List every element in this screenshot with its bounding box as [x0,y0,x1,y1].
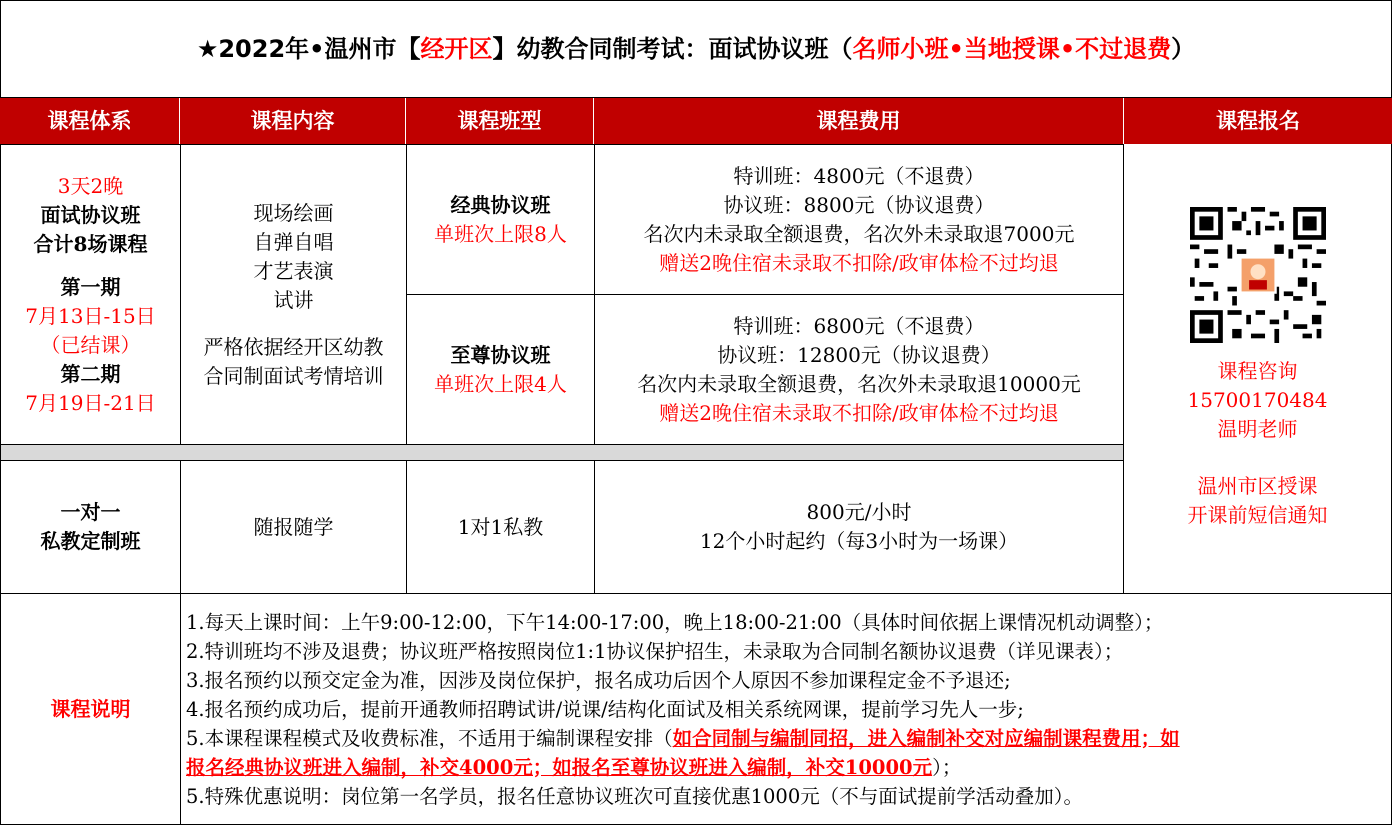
note-5-highlight-cont: 报名经典协议班进入编制，补交4000元；如报名至尊协议班进入编制，补交10000元 [186,755,933,779]
signup-notice: 开课前短信通知 [1187,503,1328,527]
content-note: 合同制面试考情培训 [203,363,384,388]
header-content: 课程内容 [180,98,406,144]
class-name: 至尊协议班 [450,342,551,367]
class-limit: 单班次上限4人 [434,371,567,396]
content-cell [180,144,407,445]
separator-row [0,445,1124,461]
period1-label: 第一期 [60,274,121,299]
fee-bonus: 赠送2晚住宿未录取不扣除/政审体检不过均退 [659,400,1059,425]
title-suffix: ） [1171,34,1196,63]
private-fee: 800元/小时 [806,500,912,524]
fee-line: 特训班：4800元（不退费） [733,163,985,188]
title-highlight: 名师小班•当地授课•不过退费 [852,34,1172,63]
content-item: 才艺表演 [253,258,334,283]
signup-location: 温州市区授课 [1197,474,1318,498]
period1-dates: 7月13日-15日 [25,303,156,328]
system-duration: 3天2晚 [57,173,124,198]
private-system-cell [0,460,181,594]
private-content: 随报随学 [253,514,334,539]
system-name: 面试协议班 [40,202,141,227]
qr-code-icon[interactable] [1190,207,1326,343]
class-limit: 单班次上限8人 [434,221,567,246]
fee-line: 名次内未录取全额退费，名次外未录取退10000元 [637,371,1081,396]
note-item: 1.每天上课时间：上午9:00-12:00，下午14:00-17:00，晚上18:00-21:00（具体时间依据上课情况机动调整）； [186,610,1164,634]
fee-line: 名次内未录取全额退费，名次外未录取退7000元 [643,221,1075,246]
header-class-type: 课程班型 [406,98,594,144]
fee-line: 协议班：12800元（协议退费） [717,342,1001,367]
period2-label: 第二期 [60,361,121,386]
note-item-5 [186,724,1180,753]
period2-dates: 7月19日-21日 [25,390,156,415]
class-classic-cell [406,144,595,295]
private-system-line: 私教定制班 [40,529,141,553]
period1-status: （已结课） [40,332,141,357]
fee-line: 协议班：8800元（协议退费） [723,192,995,217]
class-supreme-cell [406,294,595,445]
content-item: 现场绘画 [253,200,334,225]
fee-classic-cell [594,144,1124,295]
fee-line: 特训班：6800元（不退费） [733,313,985,338]
class-name: 经典协议班 [450,192,551,217]
note-5-highlight: 如合同制与编制同招，进入编制补交对应编制课程费用；如 [672,726,1180,750]
notes-label: 课程说明 [50,696,131,721]
note-5-suffix: ）； [932,755,962,779]
title-prefix: ★2022年•温州市【 [196,34,421,63]
signup-consult: 课程咨询 [1217,359,1298,383]
content-note: 严格依据经开区幼教 [203,334,384,359]
notes-cell [180,593,1392,825]
header-signup: 课程报名 [1124,98,1392,144]
private-fee: 12个小时起约（每3小时为一场课） [699,529,1019,553]
note-item: 5.特殊优惠说明：岗位第一名学员，报名任意协议班次可直接优惠1000元（不与面试提前学活动叠加）。 [186,784,1083,808]
header-fee: 课程费用 [594,98,1124,144]
note-item: 3.报名预约以预交定金为准，因涉及岗位保护，报名成功后因个人原因不参加课程定金不予退还; [186,668,1011,692]
header-system: 课程体系 [0,98,180,144]
note-item: 2.特训班均不涉及退费；协议班严格按照岗位1:1协议保护招生，未录取为合同制名额协议退费（详见课表）； [186,639,1124,663]
title-district: 经开区 [420,34,493,63]
fee-bonus: 赠送2晚住宿未录取不扣除/政审体检不过均退 [659,250,1059,275]
content-item: 试讲 [273,287,314,312]
signup-cell [1123,144,1392,594]
system-sessions: 合计8场课程 [33,231,148,256]
title-middle: 】幼教合同制考试：面试协议班（ [492,34,853,63]
private-system-line: 一对一 [60,500,121,524]
system-cell [0,144,181,445]
private-content-cell [180,460,407,594]
notes-label-cell [0,593,181,825]
note-item: 4.报名预约成功后，提前开通教师招聘试讲/说课/结构化面试及相关系统网课，提前学习先人一步; [186,697,1024,721]
page-title [0,0,1392,98]
private-fee-cell [594,460,1124,594]
private-type: 1对1私教 [457,514,544,539]
signup-teacher: 温明老师 [1217,417,1298,441]
fee-supreme-cell [594,294,1124,445]
content-item: 自弹自唱 [253,229,334,254]
note-5-prefix: 5.本课程课程模式及收费标准，不适用于编制课程安排（ [186,726,673,750]
private-type-cell [406,460,595,594]
signup-phone[interactable]: 15700170484 [1187,388,1328,412]
